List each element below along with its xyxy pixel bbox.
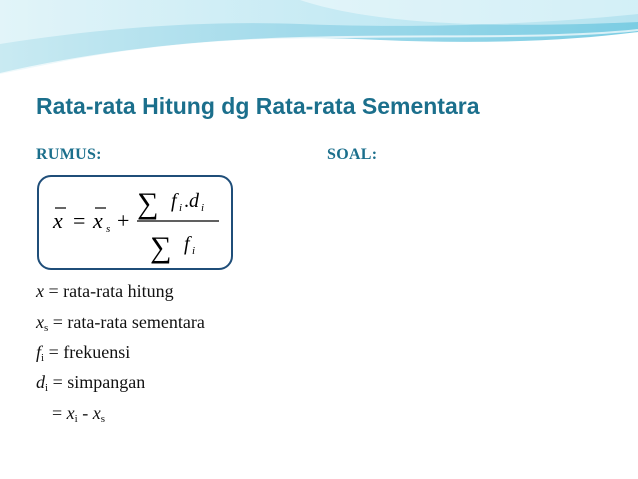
temp-mean-subscript: s xyxy=(106,223,111,235)
expansion-xi: x xyxy=(66,403,75,423)
rumus-heading: RUMUS: xyxy=(36,146,102,163)
plus-sign: + xyxy=(117,208,130,233)
numerator-d-sub: i xyxy=(201,202,205,214)
definition-symbol: x xyxy=(36,312,44,332)
numerator-dot: . xyxy=(184,190,189,212)
expansion-xs: x xyxy=(92,403,101,423)
definition-xs xyxy=(36,312,205,334)
definition-symbol: d xyxy=(36,372,45,392)
equals-sign: = xyxy=(73,208,86,233)
temp-mean-symbol: x xyxy=(93,208,103,233)
expansion-xs-sub: s xyxy=(100,413,105,425)
numerator-f-sub: i xyxy=(179,202,183,214)
definition-x xyxy=(36,281,174,303)
definition-di xyxy=(36,372,145,394)
soal-heading: SOAL: xyxy=(327,146,378,163)
header-banner xyxy=(0,0,638,80)
definition-symbol: f xyxy=(36,342,42,362)
slide-title: Rata-rata Hitung dg Rata-rata Sementara xyxy=(36,93,480,119)
expansion-minus: - xyxy=(77,403,93,423)
formula-box xyxy=(37,175,233,270)
definition-subscript: i xyxy=(41,352,45,364)
denominator-f: f xyxy=(184,233,190,255)
mean-symbol: x xyxy=(53,208,63,233)
denominator-sum: ∑ xyxy=(150,231,172,264)
definition-text: = rata-rata hitung xyxy=(44,281,174,301)
expansion-xi-sub: i xyxy=(74,413,78,425)
definition-subscript: s xyxy=(44,322,49,334)
definition-text: = rata-rata sementara xyxy=(48,312,205,332)
definition-subscript: i xyxy=(45,382,49,394)
numerator-d: d xyxy=(189,190,199,212)
denominator-f-sub: i xyxy=(192,245,196,257)
formula xyxy=(39,177,235,272)
numerator-sum: ∑ xyxy=(137,187,159,220)
definition-text: = frekuensi xyxy=(44,342,131,362)
definition-di-expansion xyxy=(52,403,105,425)
numerator-f: f xyxy=(171,190,177,212)
definition-symbol: x xyxy=(36,281,44,301)
definition-fi xyxy=(36,342,130,364)
definition-text: = simpangan xyxy=(48,372,146,392)
expansion-prefix: = xyxy=(52,403,67,423)
